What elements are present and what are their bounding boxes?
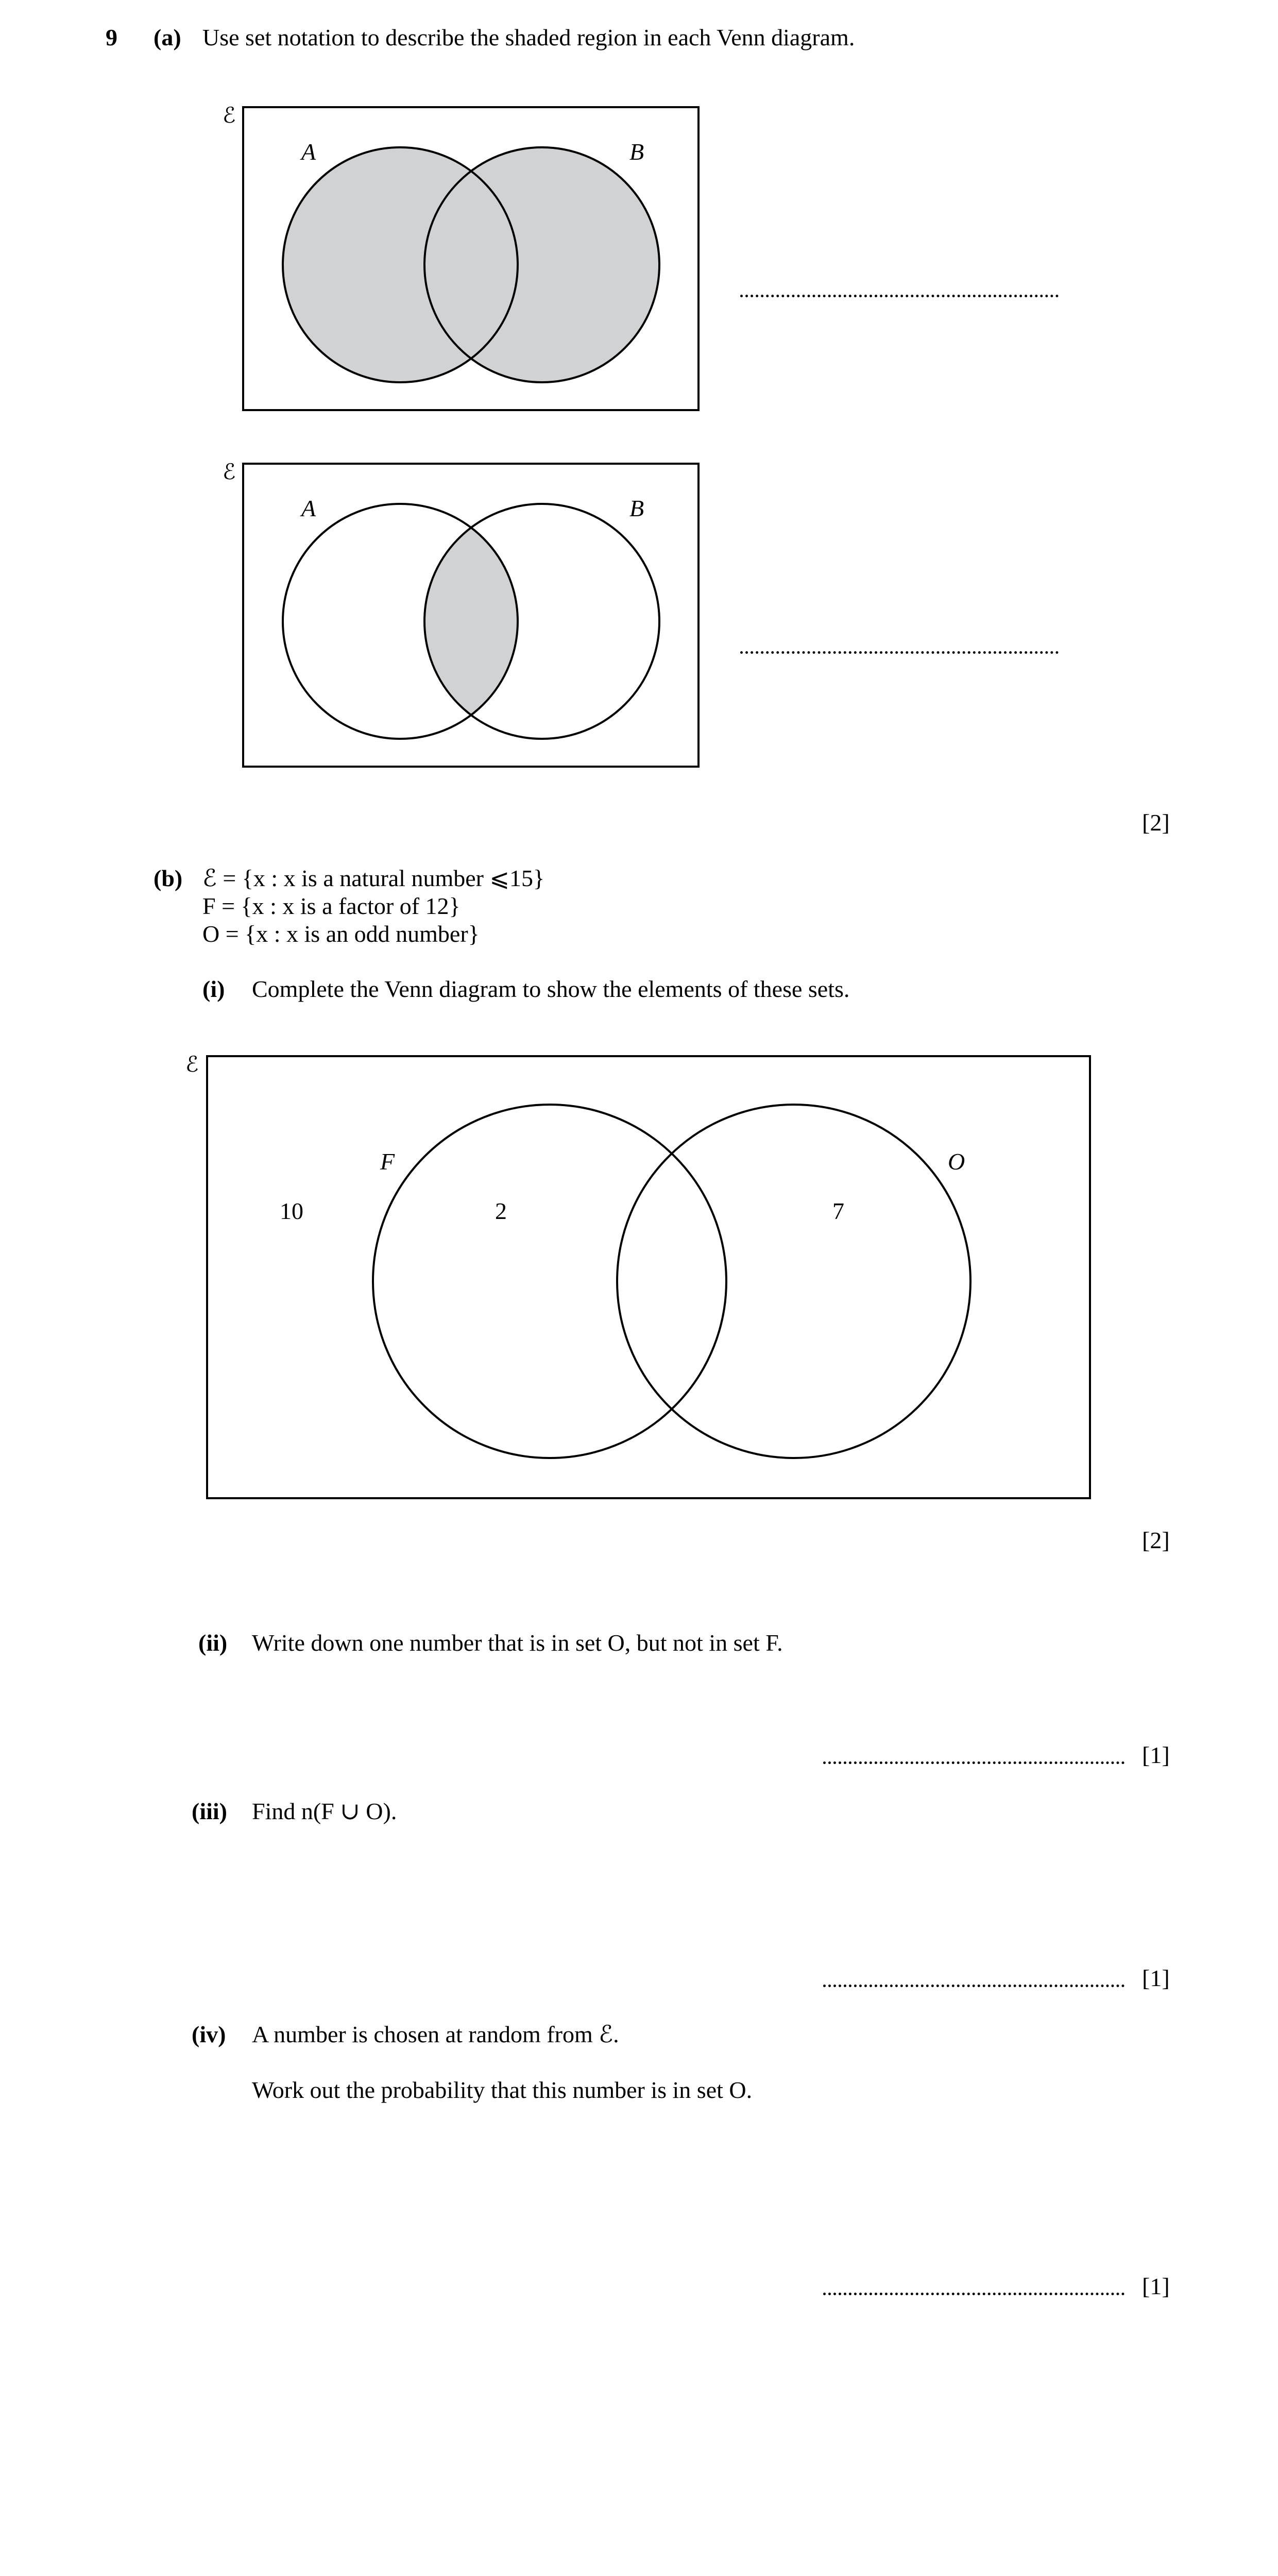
answer-line-iv[interactable]: [823, 2293, 1124, 2295]
venn3-circle-f[interactable]: [373, 1105, 726, 1458]
part-b-label: (b): [154, 865, 183, 891]
venn2-universal-symbol: ℰ: [223, 461, 236, 484]
venn-diagram-intersection: [216, 453, 711, 773]
sub-iii-label: (iii): [192, 1798, 227, 1824]
answer-line-a2[interactable]: [740, 651, 1059, 654]
set-o-definition: O = {x : x is an odd number}: [202, 921, 480, 947]
venn3-universal-box: [207, 1056, 1090, 1498]
sub-iv-prompt-2: Work out the probability that this number is in set O.: [252, 2077, 753, 2103]
venn3-f-only-value: 2: [495, 1198, 507, 1224]
answer-line-ii[interactable]: [823, 1761, 1124, 1764]
sub-ii-label: (ii): [198, 1630, 228, 1656]
venn3-label-o: O: [948, 1148, 965, 1175]
sub-iv-label: (iv): [192, 2021, 226, 2047]
sub-ii-marks: [1]: [1142, 1742, 1170, 1768]
sub-iii-prompt: Find n(F ∪ O).: [252, 1798, 397, 1824]
venn3-outside-value: 10: [280, 1198, 303, 1224]
part-a-label: (a): [154, 24, 181, 50]
venn3-circle-o[interactable]: [617, 1105, 970, 1458]
sub-ii-prompt: Write down one number that is in set O, but not in set F.: [252, 1630, 783, 1656]
venn2-label-b: B: [629, 495, 644, 521]
universal-set-definition: ℰ = {x : x is a natural number ⩽15}: [202, 865, 545, 891]
venn1-shaded-region: [283, 147, 659, 382]
question-number: 9: [106, 24, 117, 50]
sub-iv-marks: [1]: [1142, 2273, 1170, 2299]
venn1-label-a: A: [301, 139, 316, 165]
venn2-shaded-region: [424, 504, 659, 739]
venn3-label-f: F: [380, 1148, 395, 1175]
venn2-label-a: A: [301, 495, 316, 521]
sub-i-label: (i): [202, 976, 225, 1002]
set-f-definition: F = {x : x is a factor of 12}: [202, 893, 461, 919]
sub-i-marks: [2]: [1142, 1527, 1170, 1553]
venn1-label-b: B: [629, 139, 644, 165]
answer-line-iii[interactable]: [823, 1985, 1124, 1987]
venn3-o-only-value: 7: [832, 1198, 844, 1224]
venn-diagram-union: [216, 98, 711, 417]
answer-line-a1[interactable]: [740, 295, 1059, 297]
part-a-marks: [2]: [1142, 809, 1170, 836]
venn3-universal-symbol: ℰ: [185, 1053, 199, 1077]
venn-diagram-factors-odd: [180, 1046, 1102, 1510]
venn1-universal-symbol: ℰ: [223, 104, 236, 128]
part-a-prompt: Use set notation to describe the shaded region in each Venn diagram.: [202, 24, 855, 50]
sub-i-prompt: Complete the Venn diagram to show the elements of these sets.: [252, 976, 850, 1002]
sub-iv-prompt-1: A number is chosen at random from ℰ.: [252, 2021, 619, 2047]
sub-iii-marks: [1]: [1142, 1965, 1170, 1991]
